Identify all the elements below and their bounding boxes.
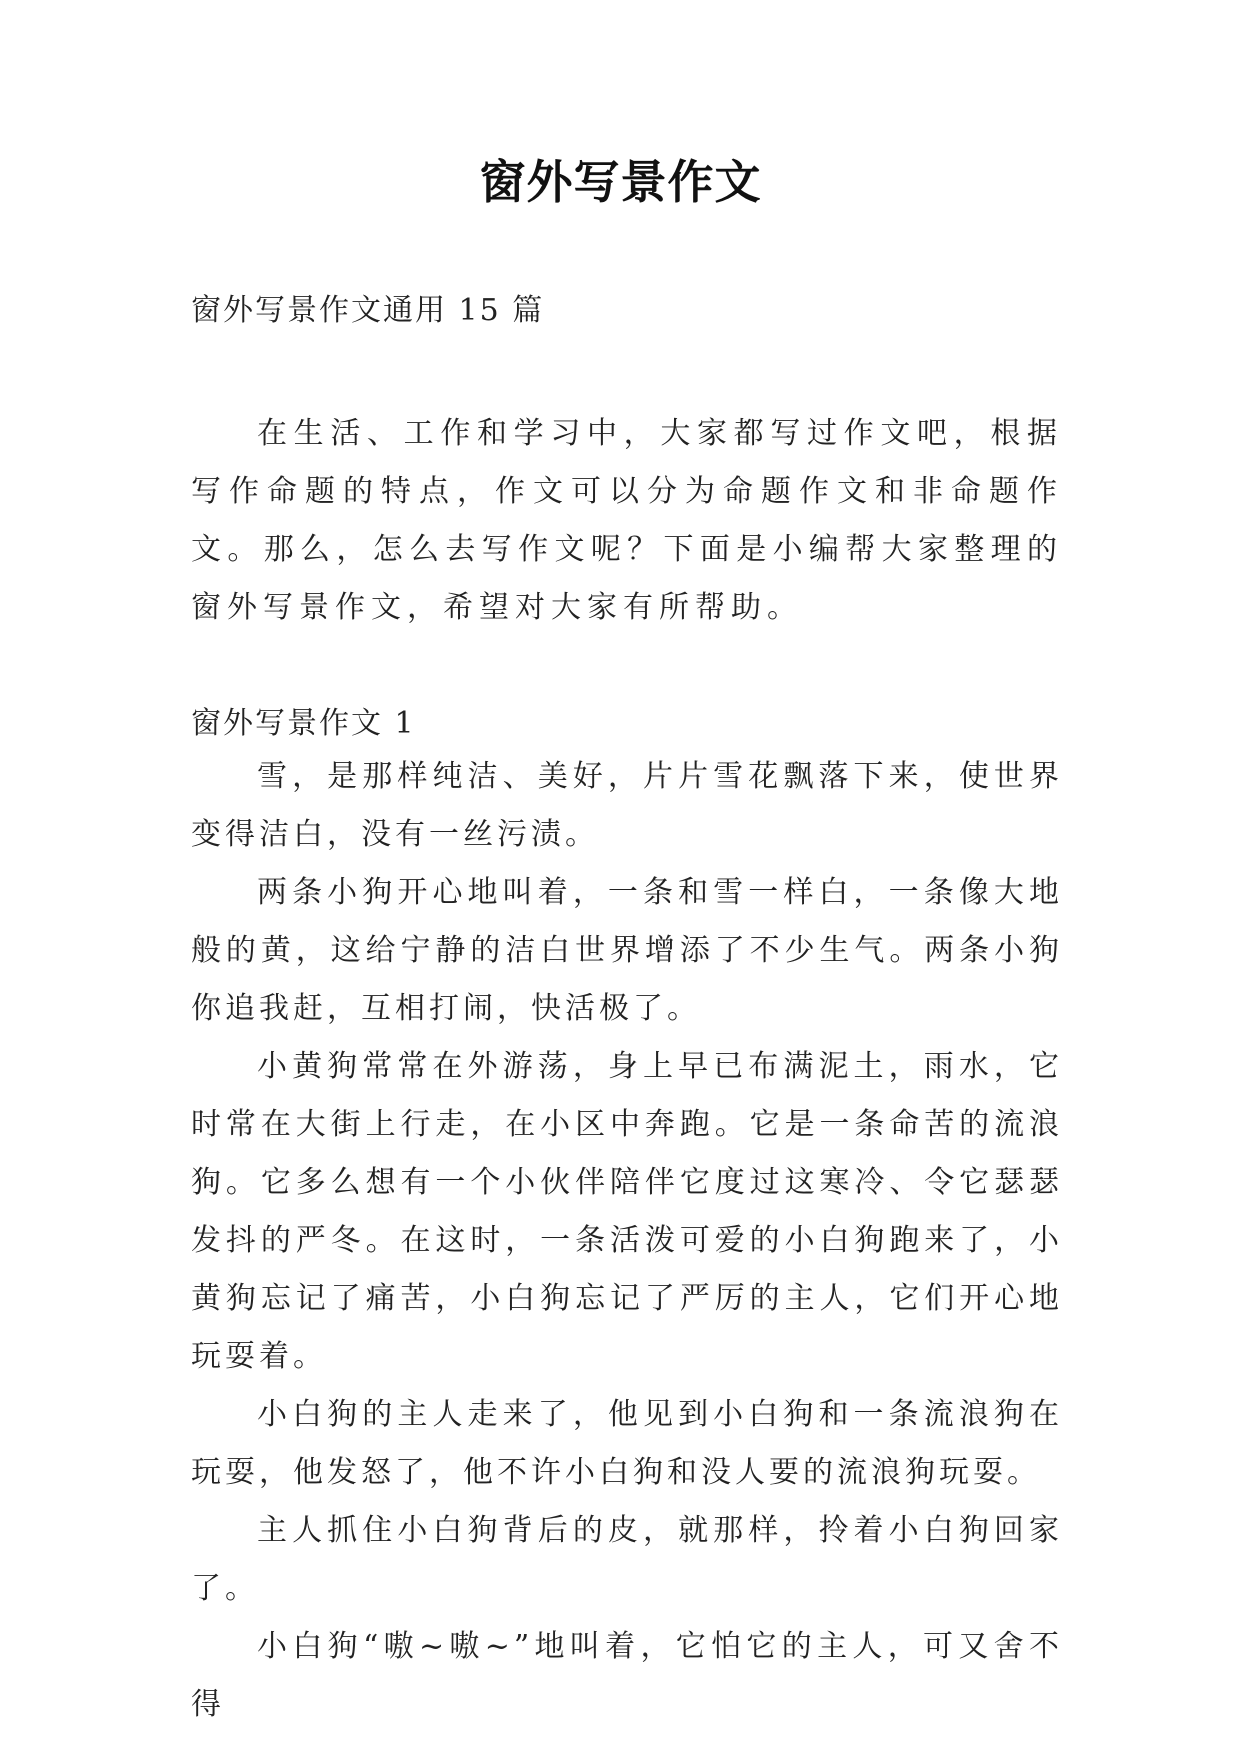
document-subtitle: 窗外写景作文通用 15 篇	[191, 293, 545, 328]
body-paragraph: 小白狗“嗷~嗷~”地叫着，它怕它的主人，可又舍不得	[191, 1629, 1063, 1722]
body-paragraph: 小黄狗常常在外游荡，身上早已布满泥土，雨水，它时常在大街上行走，在小区中奔跑。它是一条命苦的流浪狗。它多么想有一个小伙伴陪伴它度过这寒冷、令它瑟瑟发抖的严冬。在这时，一条活泼可爱的小白狗跑来了，小黄狗忘记了痛苦，小白狗忘记了严厉的主人，它们开心地玩耍着。	[191, 1049, 1063, 1374]
body-paragraph: 小白狗的主人走来了，他见到小白狗和一条流浪狗在玩耍，他发怒了，他不许小白狗和没人要的流浪狗玩耍。	[191, 1397, 1063, 1490]
intro-paragraph: 在生活、工作和学习中，大家都写过作文吧，根据写作命题的特点，作文可以分为命题作文和非命题作文。那么，怎么去写作文呢？下面是小编帮大家整理的窗外写景作文，希望对大家有所帮助。	[191, 416, 1063, 625]
body-paragraph: 雪，是那样纯洁、美好，片片雪花飘落下来，使世界变得洁白，没有一丝污渍。	[191, 759, 1063, 852]
section-heading: 窗外写景作文 1	[191, 706, 416, 741]
essay-body	[191, 748, 1063, 1734]
document-title: 窗外写景作文	[479, 155, 762, 209]
body-paragraph: 两条小狗开心地叫着，一条和雪一样白，一条像大地般的黄，这给宁静的洁白世界增添了不少生气。两条小狗你追我赶，互相打闹，快活极了。	[191, 875, 1063, 1026]
body-paragraph: 主人抓住小白狗背后的皮，就那样，拎着小白狗回家了。	[191, 1513, 1063, 1606]
